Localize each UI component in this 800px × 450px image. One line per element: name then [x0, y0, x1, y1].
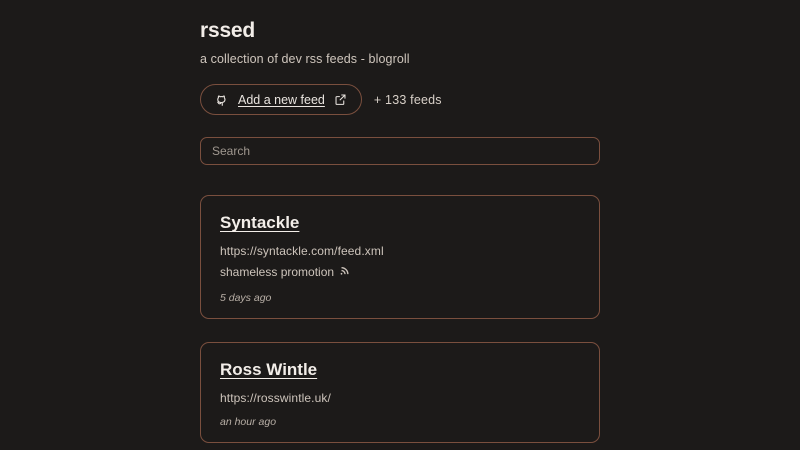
list-item[interactable]	[200, 342, 600, 443]
external-link-icon	[334, 93, 347, 106]
list-item[interactable]	[200, 195, 600, 319]
feed-description	[220, 265, 580, 279]
feed-count: + 133 feeds	[373, 92, 442, 107]
actions-row	[200, 84, 600, 115]
feed-url: https://rosswintle.uk/	[220, 391, 331, 406]
page-title: rssed	[200, 19, 256, 42]
feed-title-link[interactable]: Ross Wintle	[220, 360, 318, 380]
add-feed-button[interactable]	[200, 84, 362, 115]
feed-timestamp: 5 days ago	[220, 292, 272, 305]
feed-url: https://syntackle.com/feed.xml	[220, 244, 384, 259]
rss-icon	[340, 266, 349, 278]
search-input[interactable]	[200, 137, 600, 165]
page-tagline: a collection of dev rss feeds - blogroll	[200, 52, 410, 67]
feed-timestamp: an hour ago	[220, 416, 277, 429]
feed-title-link[interactable]: Syntackle	[220, 213, 300, 233]
github-icon	[214, 92, 229, 107]
add-feed-label: Add a new feed	[238, 92, 325, 107]
search-container	[200, 137, 600, 165]
feed-description-text: shameless promotion	[220, 265, 335, 280]
feed-list	[200, 195, 600, 443]
